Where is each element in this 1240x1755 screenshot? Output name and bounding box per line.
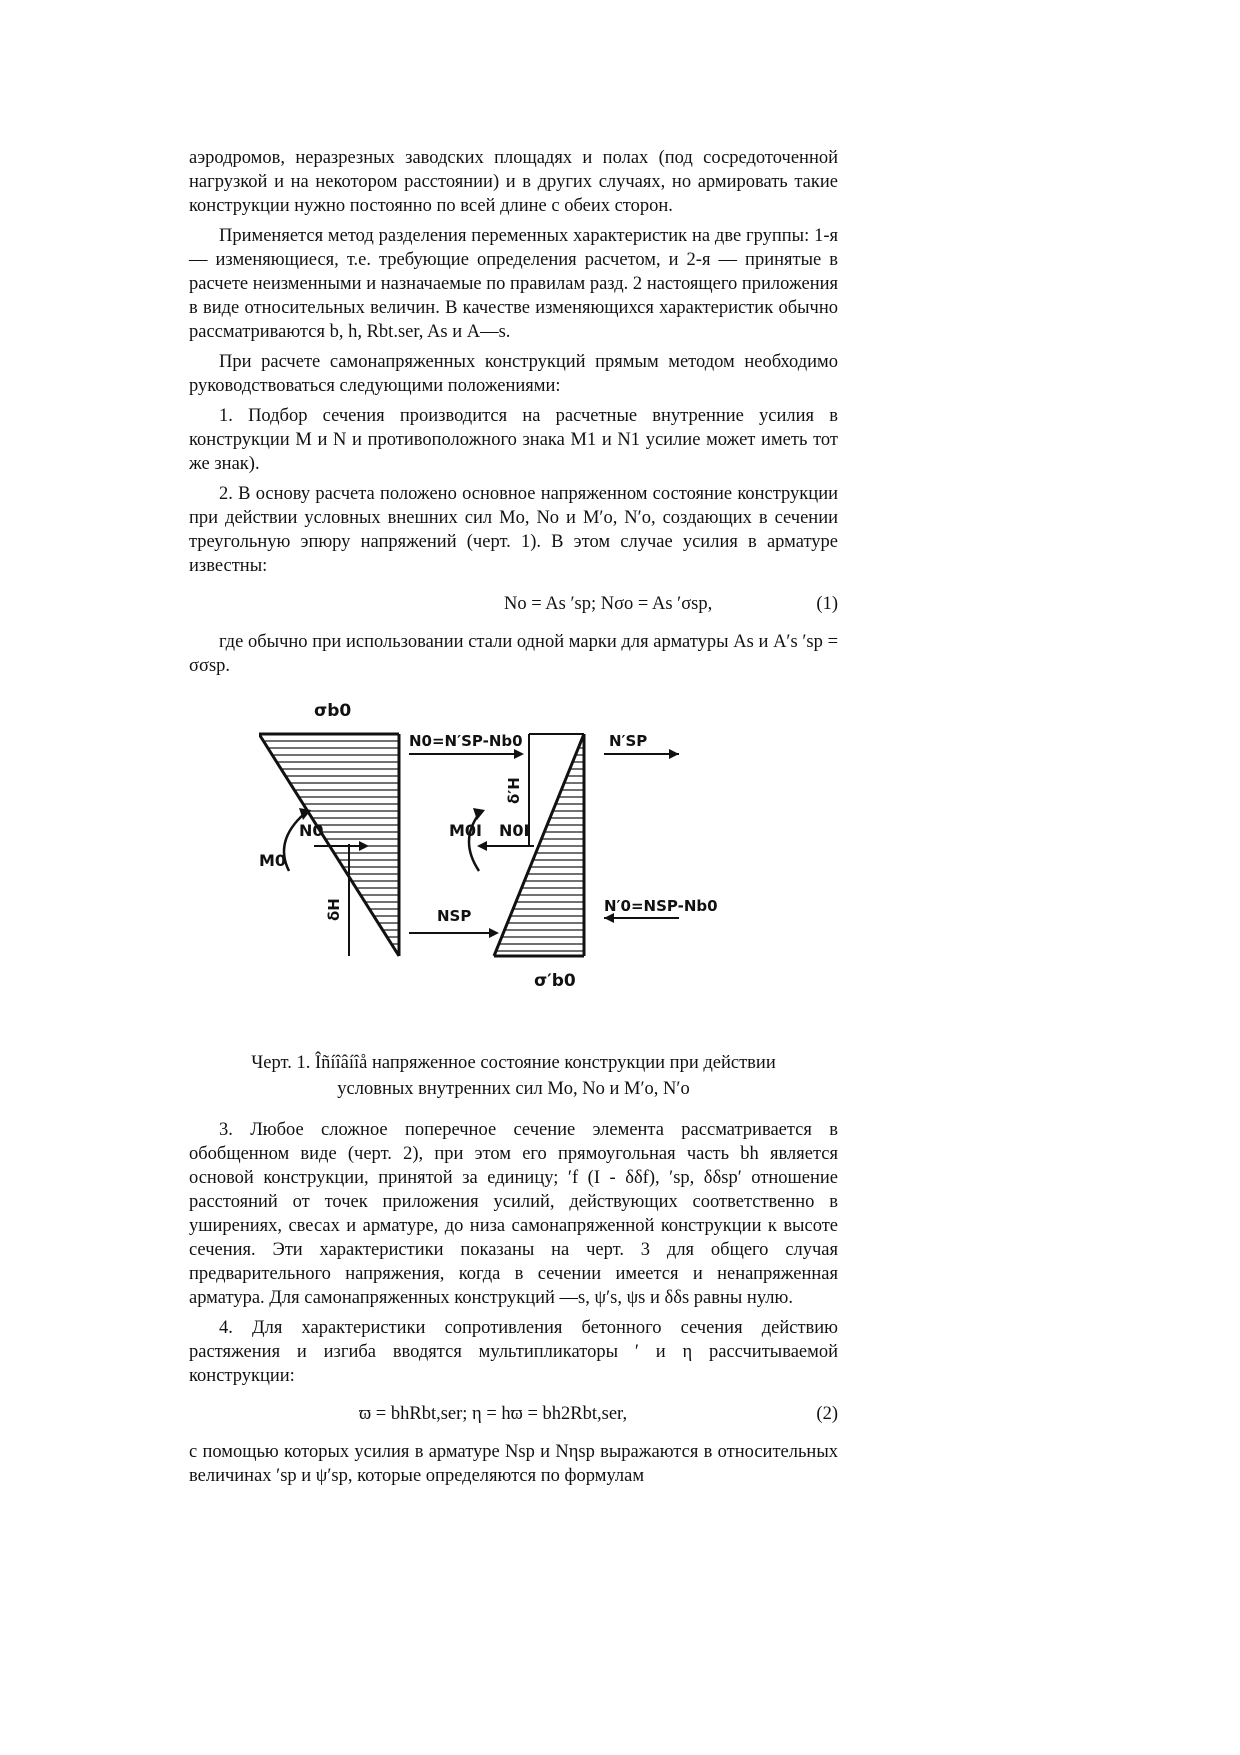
equation-1-formula: No = As ′sp; Nσo = As ′σsp, <box>504 594 713 614</box>
paragraph-1: аэродромов, неразрезных заводских площадях и полах (под сосредоточенной нагрузкой и на некотором расстоянии) и в других случаях, но армировать такие конструкции нужно постоянно по всей длине с обеих сторон. <box>189 148 838 216</box>
label-m0: M0 <box>259 851 287 870</box>
label-nsp-prime: N′SP <box>609 732 648 750</box>
nsp-arrow-head <box>489 928 499 938</box>
caption-line-1: Черт. 1. Îñíîâíîå напряженное состояние конструкции при действии <box>251 1053 776 1073</box>
label-n0: N0 <box>299 821 324 840</box>
equation-2-formula: ϖ = bhRbt,ser; η = hϖ = bh2Rbt,ser, <box>359 1404 628 1424</box>
nsp-prime-arrow-head <box>669 749 679 759</box>
n0i-force-head <box>477 841 487 851</box>
label-nsp: NSP <box>437 907 472 925</box>
n0-arrow-head <box>514 749 524 759</box>
paragraph-8: 4. Для характеристики сопротивления бетонного сечения действию растяжения и изгиба вводятся мультипликаторы ′ и η рассчитываемой конструкции: <box>189 1318 838 1386</box>
equation-1-number: (1) <box>816 594 838 614</box>
equation-2-number: (2) <box>816 1404 838 1424</box>
equation-2 <box>189 1398 838 1428</box>
label-n0p-eq: N′0=NSP-Nb0 <box>604 897 718 915</box>
document-page <box>189 146 838 1494</box>
paragraph-6: где обычно при использовании стали одной марки для арматуры As и A′s ′sp = σσsp. <box>189 632 838 676</box>
stress-diagram <box>259 696 759 1026</box>
figure-1 <box>189 696 838 1026</box>
label-sigma-b0-prime: σ′b0 <box>534 971 576 991</box>
paragraph-4: 1. Подбор сечения производится на расчетные внутренние усилия в конструкции M и N и противоположного знака M1 и N1 усилие может иметь тот же знак). <box>189 406 838 474</box>
label-n0-eq: N0=N′SP-Nb0 <box>409 732 523 750</box>
label-m0-i: M0I <box>449 821 483 840</box>
label-delta-h: δ′H <box>505 777 523 804</box>
paragraph-2: Применяется метод разделения переменных характеристик на две группы: 1-я — изменяющиеся, т.е. требующие определения расчетом, и 2-я — принятые в расчете неизменными и назначаемые по правилам разд. 2 настоящего приложения в виде относительных величин. В качестве изменяющихся характеристик обычно рассматриваются b, h, Rbt.ser, As и A—s. <box>189 226 838 342</box>
label-delta: δH <box>325 898 343 921</box>
paragraph-5: 2. В основу расчета положено основное напряженном состояние конструкции при действии условных внешних сил Mo, No и M′o, N′o, создающих в сечении треугольную эпюру напряжений (черт. 1). В этом случае усилия в арматуре известны: <box>189 484 838 576</box>
equation-1 <box>189 588 838 618</box>
label-sigma-b0: σb0 <box>314 701 352 721</box>
caption-line-2: условных внутренних сил Mo, No и M′o, N′o <box>337 1079 690 1099</box>
figure-caption <box>189 1050 838 1102</box>
paragraph-3: При расчете самонапряженных конструкций прямым методом необходимо руководствоваться следующими положениями: <box>189 352 838 396</box>
paragraph-7: 3. Любое сложное поперечное сечение элемента рассматривается в обобщенном виде (черт. 2), при этом его прямоугольная часть bh является основой конструкции, принятой за единицу; ′f (I - δδf), ′sp, δδsp′ отношение расстояний от точек приложения усилий, действующих соответственно в уширениях, свесах и арматуре, до низа самонапряженной конструкции к высоте сечения. Эти характеристики показаны на черт. 3 для общего случая предварительного напряжения, когда в сечении имеется и ненапряженная арматура. Для самонапряженных конструкций —s, ψ′s, ψs и δδs равны нулю. <box>189 1120 838 1308</box>
paragraph-9: с помощью которых усилия в арматуре Nsp и Nηsp выражаются в относительных величинах ′sp и ψ′sp, которые определяются по формулам <box>189 1442 838 1486</box>
label-n0-i: N0I <box>499 821 530 840</box>
